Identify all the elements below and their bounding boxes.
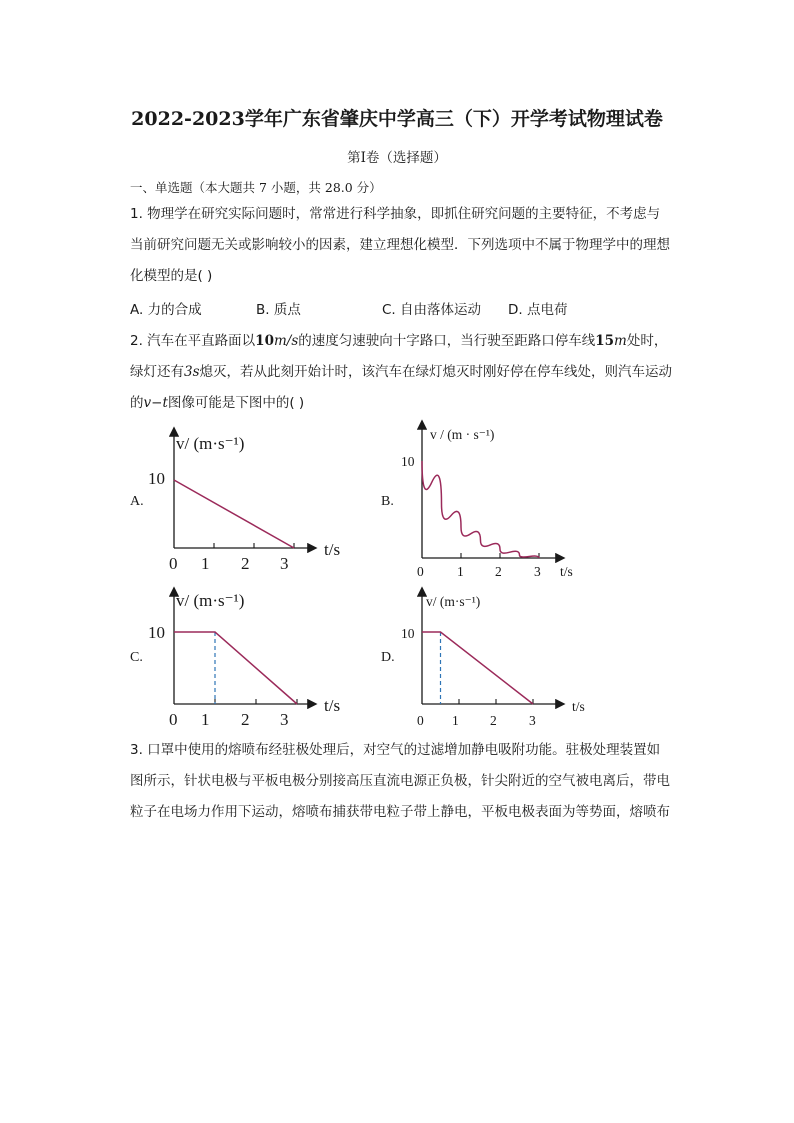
y-axis-label: v / (m · s⁻¹) [430,427,495,442]
graph-b-label: B. [381,494,394,509]
q2-text: 2. 汽车在平直路面以 [130,333,256,349]
velocity-line [422,632,533,704]
y-tick-label: 10 [148,623,165,642]
q2-text: 熄灭，若从此刻开始计时，该汽车在绿灯熄灭时刚好停在停车线处，则汽车运动 [199,364,673,380]
x-axis-label: t/s [324,696,341,715]
y-tick-label: 10 [401,626,415,641]
x-axis-label: t/s [560,564,573,579]
x-tick-label: 3 [280,554,289,573]
q2-text: 的 [130,395,144,411]
x-tick-label: 3 [534,564,541,579]
x-tick-label: 1 [452,713,459,728]
q2-speed-unit: m/s [273,333,299,349]
x-tick-label: 1 [457,564,464,579]
y-axis-label: v/ (m·s⁻¹) [426,594,481,609]
vt-graph-d [398,585,608,730]
q2-time-value: 3s [184,364,200,380]
question-2-line [130,326,693,357]
x-tick-label: 1 [201,554,210,573]
x-tick-label: 0 [417,564,424,579]
x-axis-label: t/s [572,699,585,714]
x-tick-label: 0 [417,713,424,728]
question-3-line: 粒子在电场力作用下运动，熔喷布捕获带电粒子带上静电，平板电极表面为等势面，熔喷布 [130,804,670,820]
question-3-line: 图所示，针状电极与平板电极分别接高压直流电源正负极，针尖附近的空气被电离后，带电 [130,773,670,789]
y-tick-label: 10 [148,469,165,488]
q2-vt-symbol: v−t [143,395,168,411]
page-title: 2022-2023学年广东省肇庆中学高三（下）开学考试物理试卷 [131,108,663,130]
option-d: D. 点电荷 [508,302,568,318]
vt-graph-c [150,585,360,730]
x-tick-label: 2 [495,564,502,579]
question-2-line [130,388,693,419]
x-tick-label: 0 [169,710,178,729]
question-2 [130,326,693,419]
q2-speed-value: 10 [255,333,274,349]
x-axis-label: t/s [324,540,341,559]
section-heading: 一、单选题（本大题共 7 小题，共 28.0 分） [130,180,382,195]
option-b: B. 质点 [256,302,301,318]
option-a: A. 力的合成 [130,302,202,318]
question-3-line: 3. 口罩中使用的熔喷布经驻极处理后，对空气的过滤增加静电吸附功能。驻极处理装置如 [130,742,661,758]
q2-distance-unit: m [614,333,627,349]
x-tick-label: 2 [490,713,497,728]
volume-heading: 第I卷（选择题） [347,150,447,166]
question-1-line: 1. 物理学在研究实际问题时，常常进行科学抽象，即抓住研究问题的主要特征，不考虑与 [130,206,661,222]
q2-distance-value: 15 [595,333,615,349]
x-tick-label: 3 [529,713,536,728]
velocity-line [174,480,294,548]
question-1 [130,199,693,292]
graph-c-label: C. [130,650,143,665]
y-tick-label: 10 [401,454,415,469]
x-tick-label: 1 [201,710,210,729]
q2-text: 的速度匀速驶向十字路口，当行驶至距路口停车线 [298,333,596,349]
y-axis-label: v/ (m·s⁻¹) [176,434,245,453]
q2-text: 绿灯还有 [130,364,184,380]
option-c: C. 自由落体运动 [382,302,482,318]
question-1-line: 化模型的是( ) [130,268,213,284]
graph-a-label: A. [130,494,144,509]
x-tick-label: 3 [280,710,289,729]
q2-text: 图像可能是下图中的( ) [167,395,305,411]
velocity-line [174,632,297,704]
vt-graph-a [150,425,360,575]
q2-text: 处时， [626,333,668,349]
question-1-line: 当前研究问题无关或影响较小的因素，建立理想化模型．下列选项中不属于物理学中的理想 [130,237,670,253]
x-tick-label: 2 [241,554,250,573]
question-3 [130,735,693,828]
velocity-curve [422,461,539,558]
x-tick-label: 2 [241,710,250,729]
vt-graph-b [398,418,608,583]
x-tick-label: 0 [169,554,178,573]
question-2-line [130,357,693,388]
y-axis-label: v/ (m·s⁻¹) [176,591,245,610]
graph-d-label: D. [381,650,395,665]
